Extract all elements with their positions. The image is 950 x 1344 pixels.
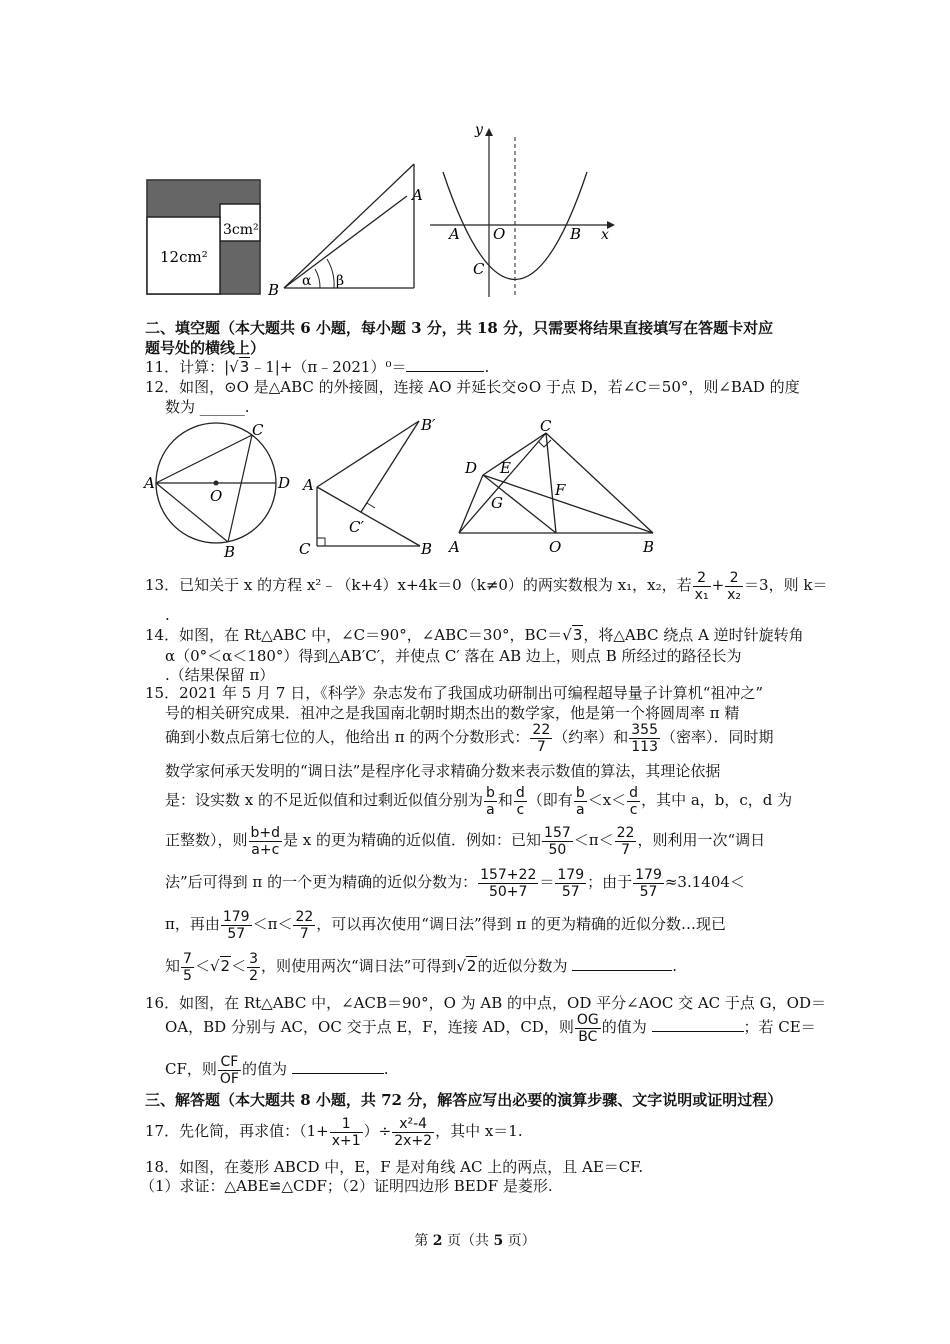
- angle-figure: [262, 158, 432, 298]
- fraction-7-5: $\frac{7}{5}$: [183, 950, 192, 984]
- question-15-line3: 确到小数点后第七位的人，他给出 π 的两个分数形式： $\frac{22}{7}$ （约率）和 $\frac{355}{113}$ （密率）．同时期: [165, 721, 774, 755]
- question-15-line9: 知 $\frac{7}{5}$ ＜√2＜ $\frac{3}{2}$ ，则使用两次“调日法”可得到√2的近似分数为 .: [165, 950, 678, 984]
- question-12-line2: 数为 ______.: [165, 398, 250, 416]
- question-14-line3: .（结果保留 π）: [165, 666, 275, 684]
- question-18-line1: 18．如图，在菱形 ABCD 中，E，F 是对角线 AC 上的两点，且 AE＝CF.: [145, 1158, 644, 1176]
- fraction-3-2: $\frac{3}{2}$: [249, 950, 258, 984]
- q13-pre: 13．已知关于 x 的方程 x²﹣（k+4）x+4k＝0（k≠0）的两实数根为 x₁，x₂，若: [145, 576, 692, 594]
- page-footer: 第 2 页（共 5 页）: [414, 1233, 536, 1249]
- label-C: C: [299, 540, 311, 558]
- question-15-line1: 15．2021 年 5 月 7 日，《科学》杂志发布了我国成功研制出可编程超导量子计算机“祖冲之”: [145, 684, 764, 702]
- label-12cm: 12cm²: [160, 248, 208, 266]
- q13-fraction-1: $\frac{2}{\text{x₁}}$: [694, 569, 709, 603]
- fraction-179-57-b: $\frac{179}{57}$: [635, 866, 662, 900]
- q16-answer-blank-1[interactable]: [652, 1017, 744, 1032]
- label-y: y: [475, 122, 483, 138]
- fraction-og-bc: $\frac{OG}{BC}$: [576, 1011, 599, 1045]
- circle-figure: [140, 415, 300, 560]
- question-18-line2: （1）求证：△ABE≌△CDF；（2）证明四边形 BEDF 是菱形.: [140, 1177, 553, 1195]
- q13-fraction-2: $\frac{2}{\text{x₂}}$: [727, 569, 742, 603]
- label-C: C: [540, 417, 552, 435]
- label-A: A: [449, 225, 460, 243]
- label-B: B: [268, 281, 280, 298]
- rotation-figure: [295, 412, 445, 562]
- question-16-line2: OA，BD 分别与 AC，OC 交于点 E，F，连接 AD，CD，则 $\frac{OG}{BC}$ 的值为 ；若 CE＝: [165, 1011, 816, 1045]
- label-O: O: [493, 225, 506, 243]
- q11-post: ﹣1|+（π﹣2021）⁰＝: [250, 358, 407, 376]
- label-B-prime: B′: [421, 416, 436, 434]
- fraction-22-7: $\frac{22}{7}$: [532, 721, 551, 755]
- label-B: B: [643, 538, 655, 556]
- fraction-sum: $\frac{157+22}{50+7}$: [480, 866, 537, 900]
- q14-radicand: 3: [572, 626, 583, 644]
- label-C-prime: C′: [349, 518, 364, 536]
- q15-answer-blank[interactable]: [572, 956, 672, 971]
- section2-title-line2: 题号处的横线上）: [145, 339, 266, 357]
- label-A: A: [412, 186, 423, 204]
- label-B: B: [421, 540, 433, 558]
- label-G: G: [491, 494, 503, 512]
- question-17: 17．先化简，再求值：（1+ $\frac{1}{x+1}$ ）÷ $\frac{\text{x²-4}}{2x+2}$ ，其中 x＝1.: [145, 1115, 523, 1149]
- section3-title: 三、解答题（本大题共 8 小题，共 72 分，解答应写出必要的演算步骤、文字说明或证明过程）: [145, 1091, 783, 1109]
- label-E: E: [500, 459, 511, 477]
- label-C: C: [473, 260, 485, 278]
- label-A: A: [303, 476, 314, 494]
- q13-post: ＝3，则 k＝: [744, 576, 828, 594]
- question-15-line5: 是：设实数 x 的不足近似值和过剩近似值分别为 $\frac{b}{a}$ 和 $\frac{d}{c}$ （即有 $\frac{b}{a}$ ＜x＜ $\frac{d}{c}$ ，其中 a，b，c，d 为: [165, 784, 793, 818]
- question-12-line1: 12．如图，⊙O 是△ABC 的外接圆，连接 AO 并延长交⊙O 于点 D，若∠C＝50°，则∠BAD 的度: [145, 378, 800, 396]
- question-13-line2: .: [165, 606, 170, 624]
- label-B: B: [224, 543, 236, 560]
- section2-title-line1: 二、填空题（本大题共 6 小题，每小题 3 分，共 18 分，只需要将结果直接填写在答题卡对应: [145, 319, 774, 337]
- label-A: A: [144, 474, 155, 492]
- fraction-179-57-c: $\frac{179}{57}$: [222, 908, 250, 942]
- fraction-179-57: $\frac{179}{57}$: [557, 866, 585, 900]
- fraction-22-7-b: $\frac{22}{7}$: [616, 824, 635, 858]
- label-3cm: 3cm²: [223, 222, 259, 238]
- label-D: D: [278, 474, 291, 492]
- fraction-b-a: $\frac{b}{a}$: [486, 784, 495, 818]
- fraction-22-7-c: $\frac{22}{7}$: [295, 908, 314, 942]
- fraction-x2-4: $\frac{\text{x²-4}}{2x+2}$: [394, 1115, 433, 1149]
- label-alpha: α: [302, 273, 312, 289]
- question-16-line1: 16．如图，在 Rt△ABC 中，∠ACB＝90°，O 为 AB 的中点，OD 平分∠AOC 交 AC 于点 G，OD＝: [145, 994, 826, 1012]
- question-14-line2: α（0°＜α＜180°）得到△AB′C′，并使点 C′ 落在 AB 边上，则点 B 所经过的路径长为: [165, 647, 742, 665]
- fraction-bd-ac: $\frac{b+d}{a+c}$: [250, 824, 281, 858]
- fraction-d-c-2: $\frac{d}{c}$: [629, 784, 639, 818]
- parabola-figure: [425, 122, 620, 300]
- q11-answer-blank[interactable]: [406, 357, 484, 372]
- q11-radicand: 3: [239, 358, 250, 376]
- square-figure: [140, 172, 270, 302]
- q11-end: .: [484, 358, 490, 376]
- quadrilateral-figure: [445, 415, 670, 560]
- fraction-d-c: $\frac{d}{c}$: [515, 784, 525, 818]
- label-O: O: [210, 487, 223, 505]
- label-F: F: [555, 481, 566, 499]
- question-14-line1: 14．如图，在 Rt△ABC 中，∠C＝90°，∠ABC＝30°，BC＝√3，将△ABC 绕点 A 逆时针旋转角: [145, 626, 804, 644]
- label-D: D: [465, 459, 478, 477]
- label-beta: β: [336, 273, 345, 289]
- question-13: 13．已知关于 x 的方程 x²﹣（k+4）x+4k＝0（k≠0）的两实数根为 x₁，x₂，若 $\frac{2}{\text{x₁}}$ + $\frac{2}{\text{x₂}}$ ＝3，则 k＝: [145, 569, 828, 603]
- q16-answer-blank-2[interactable]: [292, 1059, 384, 1074]
- fraction-b-a-2: $\frac{b}{a}$: [575, 784, 585, 818]
- label-x: x: [601, 227, 609, 243]
- label-O: O: [549, 538, 562, 556]
- label-C: C: [252, 421, 264, 439]
- fraction-157-50: $\frac{157}{50}$: [544, 824, 571, 858]
- label-B: B: [570, 225, 582, 243]
- q11-pre: 11．计算：|: [145, 358, 230, 376]
- question-15-line6: 正整数），则 $\frac{b+d}{a+c}$ 是 x 的更为精确的近似值．例如：已知 $\frac{157}{50}$ ＜π＜ $\frac{22}{7}$ ，则利用一次“调日: [165, 824, 766, 858]
- fraction-1-x1: $\frac{1}{x+1}$: [331, 1115, 361, 1149]
- fraction-355-113: $\frac{355}{113}$: [631, 721, 658, 755]
- question-15-line7: 法”后可得到 π 的一个更为精确的近似分数为： $\frac{157+22}{50+7}$ ＝ $\frac{179}{57}$ ；由于 $\frac{179}{57}$ ≈3.1404＜: [165, 866, 745, 900]
- question-16-line3: CF，则 $\frac{CF}{OF}$ 的值为 .: [165, 1053, 389, 1087]
- question-11: 11．计算：|√3﹣1|+（π﹣2021）⁰＝ .: [145, 358, 490, 376]
- label-A: A: [449, 538, 460, 556]
- total-pages: 5: [493, 1233, 504, 1249]
- fraction-cf-of: $\frac{CF}{OF}$: [219, 1053, 239, 1087]
- question-15-line2: 号的相关研究成果．祖冲之是我国南北朝时期杰出的数学家，他是第一个将圆周率 π 精: [165, 704, 740, 722]
- question-15-line8: π，再由 $\frac{179}{57}$ ＜π＜ $\frac{22}{7}$ ，可以再次使用“调日法”得到 π 的更为精确的近似分数…现已: [165, 908, 727, 942]
- current-page: 2: [432, 1233, 443, 1249]
- question-15-line4: 数学家何承天发明的“调日法”是程序化寻求精确分数来表示数值的算法，其理论依据: [165, 762, 721, 780]
